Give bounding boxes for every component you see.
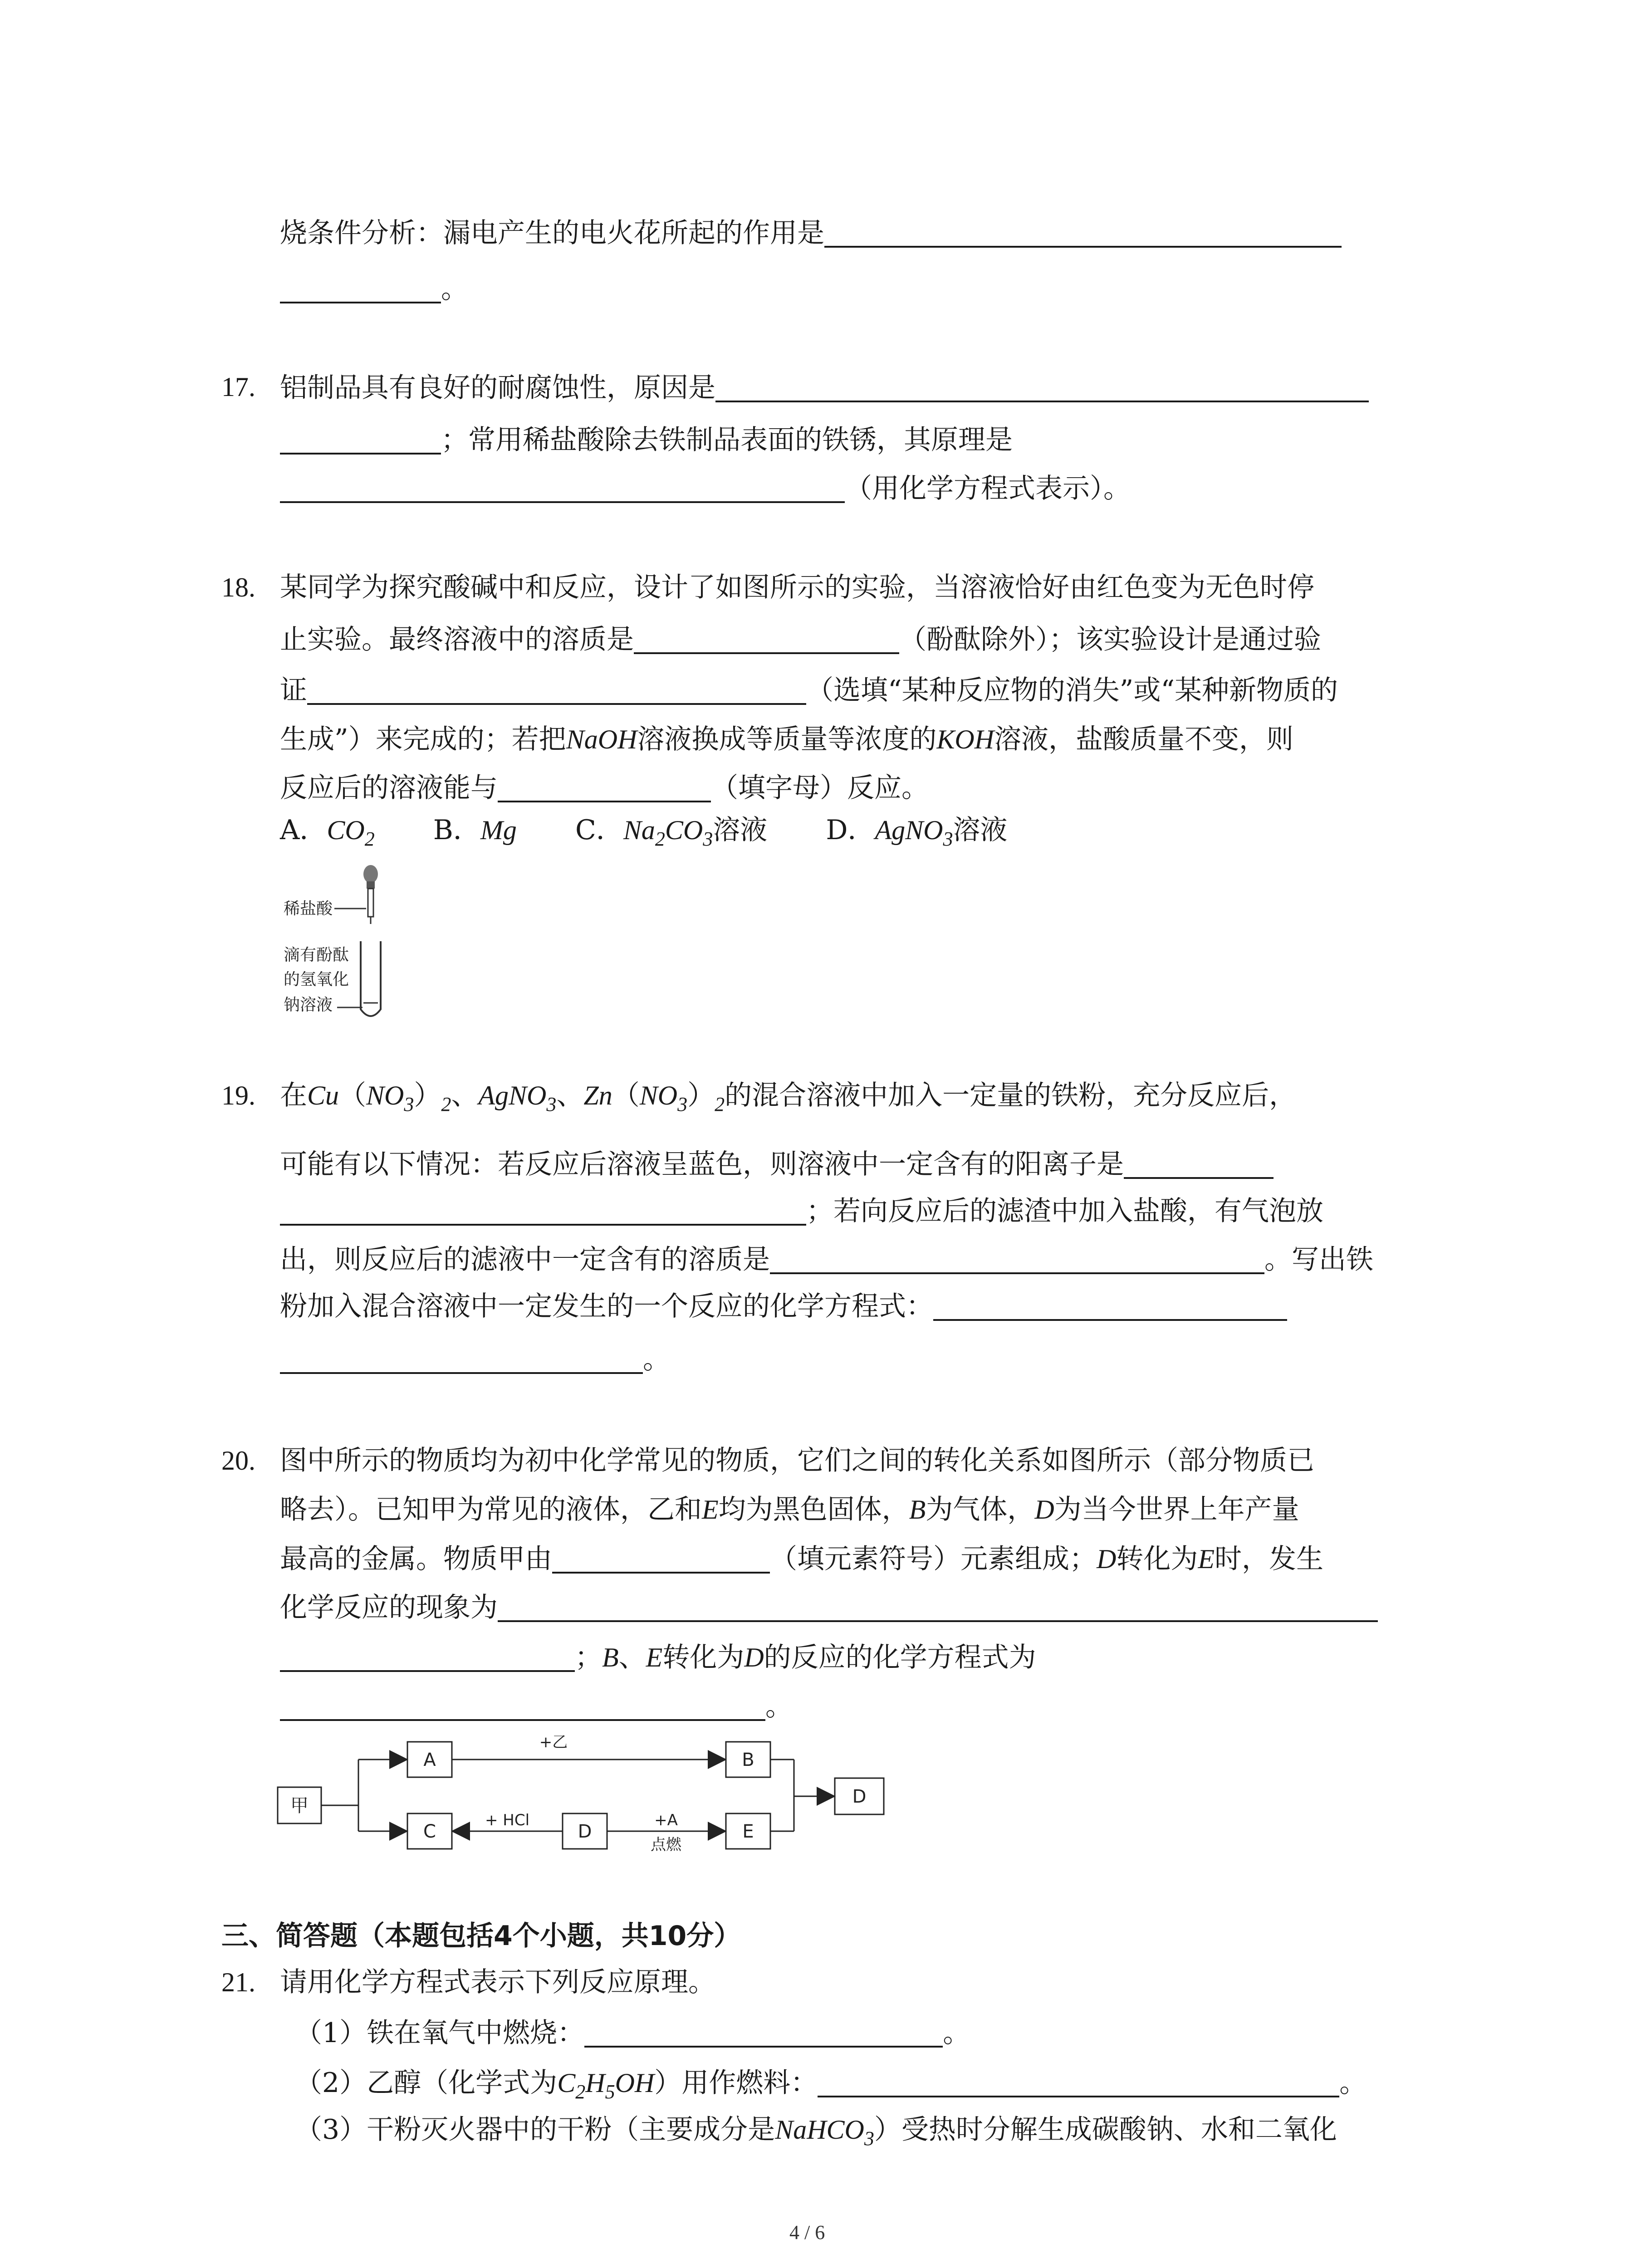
label-ignite: 点燃 [651,1836,681,1854]
q20-blank-4[interactable] [280,1692,765,1721]
q17-number: 17. [221,372,255,402]
q20-number: 20. [221,1446,255,1476]
q19-number: 19. [221,1080,255,1110]
q18-line3: 证 （选填“某种反应物的消失”或“某种新物质的 [280,675,1338,706]
label-plus-hcl: + HCl [485,1811,530,1829]
q18-option-b: B．Mg [433,814,517,846]
q17-line3: （用化学方程式表示）。 [280,474,1131,503]
q18-blank-3[interactable] [498,773,711,802]
label-plus-yi: +乙 [539,1733,568,1751]
q21-blank-1[interactable] [584,2019,943,2048]
q17-blank-3[interactable] [280,474,845,503]
q21-part1: （1）铁在氧气中燃烧： 。 [295,2017,970,2049]
q19-line6: 。 [280,1345,670,1374]
q18-blank-1[interactable] [634,625,899,654]
q19-blank-3[interactable] [770,1245,1264,1274]
q20-conversion-diagram [272,1719,898,1864]
q17-line2: ；常用稀盐酸除去铁制品表面的铁锈，其原理是 [280,425,1013,455]
q18-option-d: D．AgNO$_3$溶液 [826,814,1008,850]
q16-line2: 。 [280,274,468,303]
fig-label-line1: 滴有酚酞 [284,946,349,964]
label-plus-a: +A [654,1811,678,1829]
node-b: B [742,1750,754,1770]
q19-line3: ；若向反应后的滤渣中加入盐酸，有气泡放 [280,1197,1323,1226]
q21-blank-2[interactable] [818,2068,1339,2097]
q20-blank-2[interactable] [498,1593,1378,1622]
node-d: D [578,1821,592,1842]
q18-line5: 反应后的溶液能与 （填字母）反应。 [280,772,929,804]
q20-line6: 。 [280,1692,793,1721]
q20-line3: 最高的金属。物质甲由 （填元素符号）元素组成；D转化为E时，发生 [280,1543,1323,1575]
fig-label-line2: 的氢氧化 [284,970,349,989]
q18-option-a: A．$CO_2$ [280,814,375,850]
q21-intro: 请用化学方程式表示下列反应原理。 [280,1966,715,1998]
q18-line1: 某同学为探究酸碱中和反应，设计了如图所示的实验，当溶液恰好由红色变为无色时停 [280,572,1314,603]
node-c: C [423,1821,436,1842]
q20-blank-3[interactable] [280,1643,575,1672]
q16-line1: 烧条件分析：漏电产生的电火花所起的作用是 [280,219,1342,248]
q21-part2: （2）乙醇（化学式为$C_2H_5OH$）用作燃料： 。 [295,2067,1367,2103]
q16-blank-1[interactable] [824,219,1342,248]
q17-blank-1[interactable] [715,373,1369,402]
dropper-icon [363,865,378,924]
q19-blank-2[interactable] [280,1197,806,1226]
test-tube-icon [361,941,381,1016]
q20-line4: 化学反应的现象为 [280,1593,1378,1622]
q19-blank-5[interactable] [280,1345,643,1374]
q18-option-c: C．$Na_2CO_3$溶液 [575,814,768,850]
q16-blank-2[interactable] [280,274,441,303]
q19-line2: 可能有以下情况：若反应后溶液呈蓝色，则溶液中一定含有的阳离子是 [280,1150,1274,1179]
q19-line4: 出，则反应后的滤液中一定含有的溶质是 。写出铁 [280,1244,1373,1276]
q17-line1: 铝制品具有良好的耐腐蚀性，原因是 [280,373,1369,402]
q20-line1: 图中所示的物质均为初中化学常见的物质，它们之间的转化关系如图所示（部分物质已 [280,1445,1314,1476]
q20-line2: 略去）。已知甲为常见的液体，乙和E均为黑色固体，B为气体，D为当今世界上年产量 [280,1494,1299,1525]
node-d-right: D [852,1786,867,1807]
node-e: E [742,1821,754,1842]
q21-number: 21. [221,1967,255,1997]
q19-blank-4[interactable] [933,1292,1287,1321]
q21-part3: （3）干粉灭火器中的干粉（主要成分是NaHCO$_3$）受热时分解生成碳酸钠、水和二氧化 [295,2114,1337,2150]
q20-blank-1[interactable] [552,1545,770,1574]
fig-label-line3: 钠溶液 [284,996,333,1014]
q18-line2: 止实验。最终溶液中的溶质是 （酚酞除外）；该实验设计是通过验 [280,624,1321,655]
q19-line5: 粉加入混合溶液中一定发生的一个反应的化学方程式： [280,1292,1287,1321]
node-a: A [423,1750,436,1770]
q18-number: 18. [221,572,255,602]
fig-label-dilute-hcl: 稀盐酸 [284,899,333,918]
q17-blank-2[interactable] [280,425,441,455]
page-number: 4 / 6 [789,2221,825,2244]
q20-line5: ；B、E转化为D的反应的化学方程式为 [280,1643,1036,1672]
q19-line1: 在$Cu(NO_3)_2$、AgNO$_3$、$Zn(NO_3)_2$的混合溶液中加入一定量的铁粉，充分反应后， [280,1080,1297,1115]
q18-options [280,816,1007,849]
node-jia: 甲 [290,1795,309,1816]
q19-blank-1[interactable] [1124,1150,1274,1179]
q18-line4: 生成”）来完成的；若把NaOH溶液换成等质量等浓度的KOH溶液，盐酸质量不变，则 [280,723,1294,755]
q18-blank-2[interactable] [307,676,806,705]
section-3-heading: 三、简答题（本题包括4个小题，共10分） [221,1920,741,1952]
q18-experiment-figure [284,864,402,1027]
